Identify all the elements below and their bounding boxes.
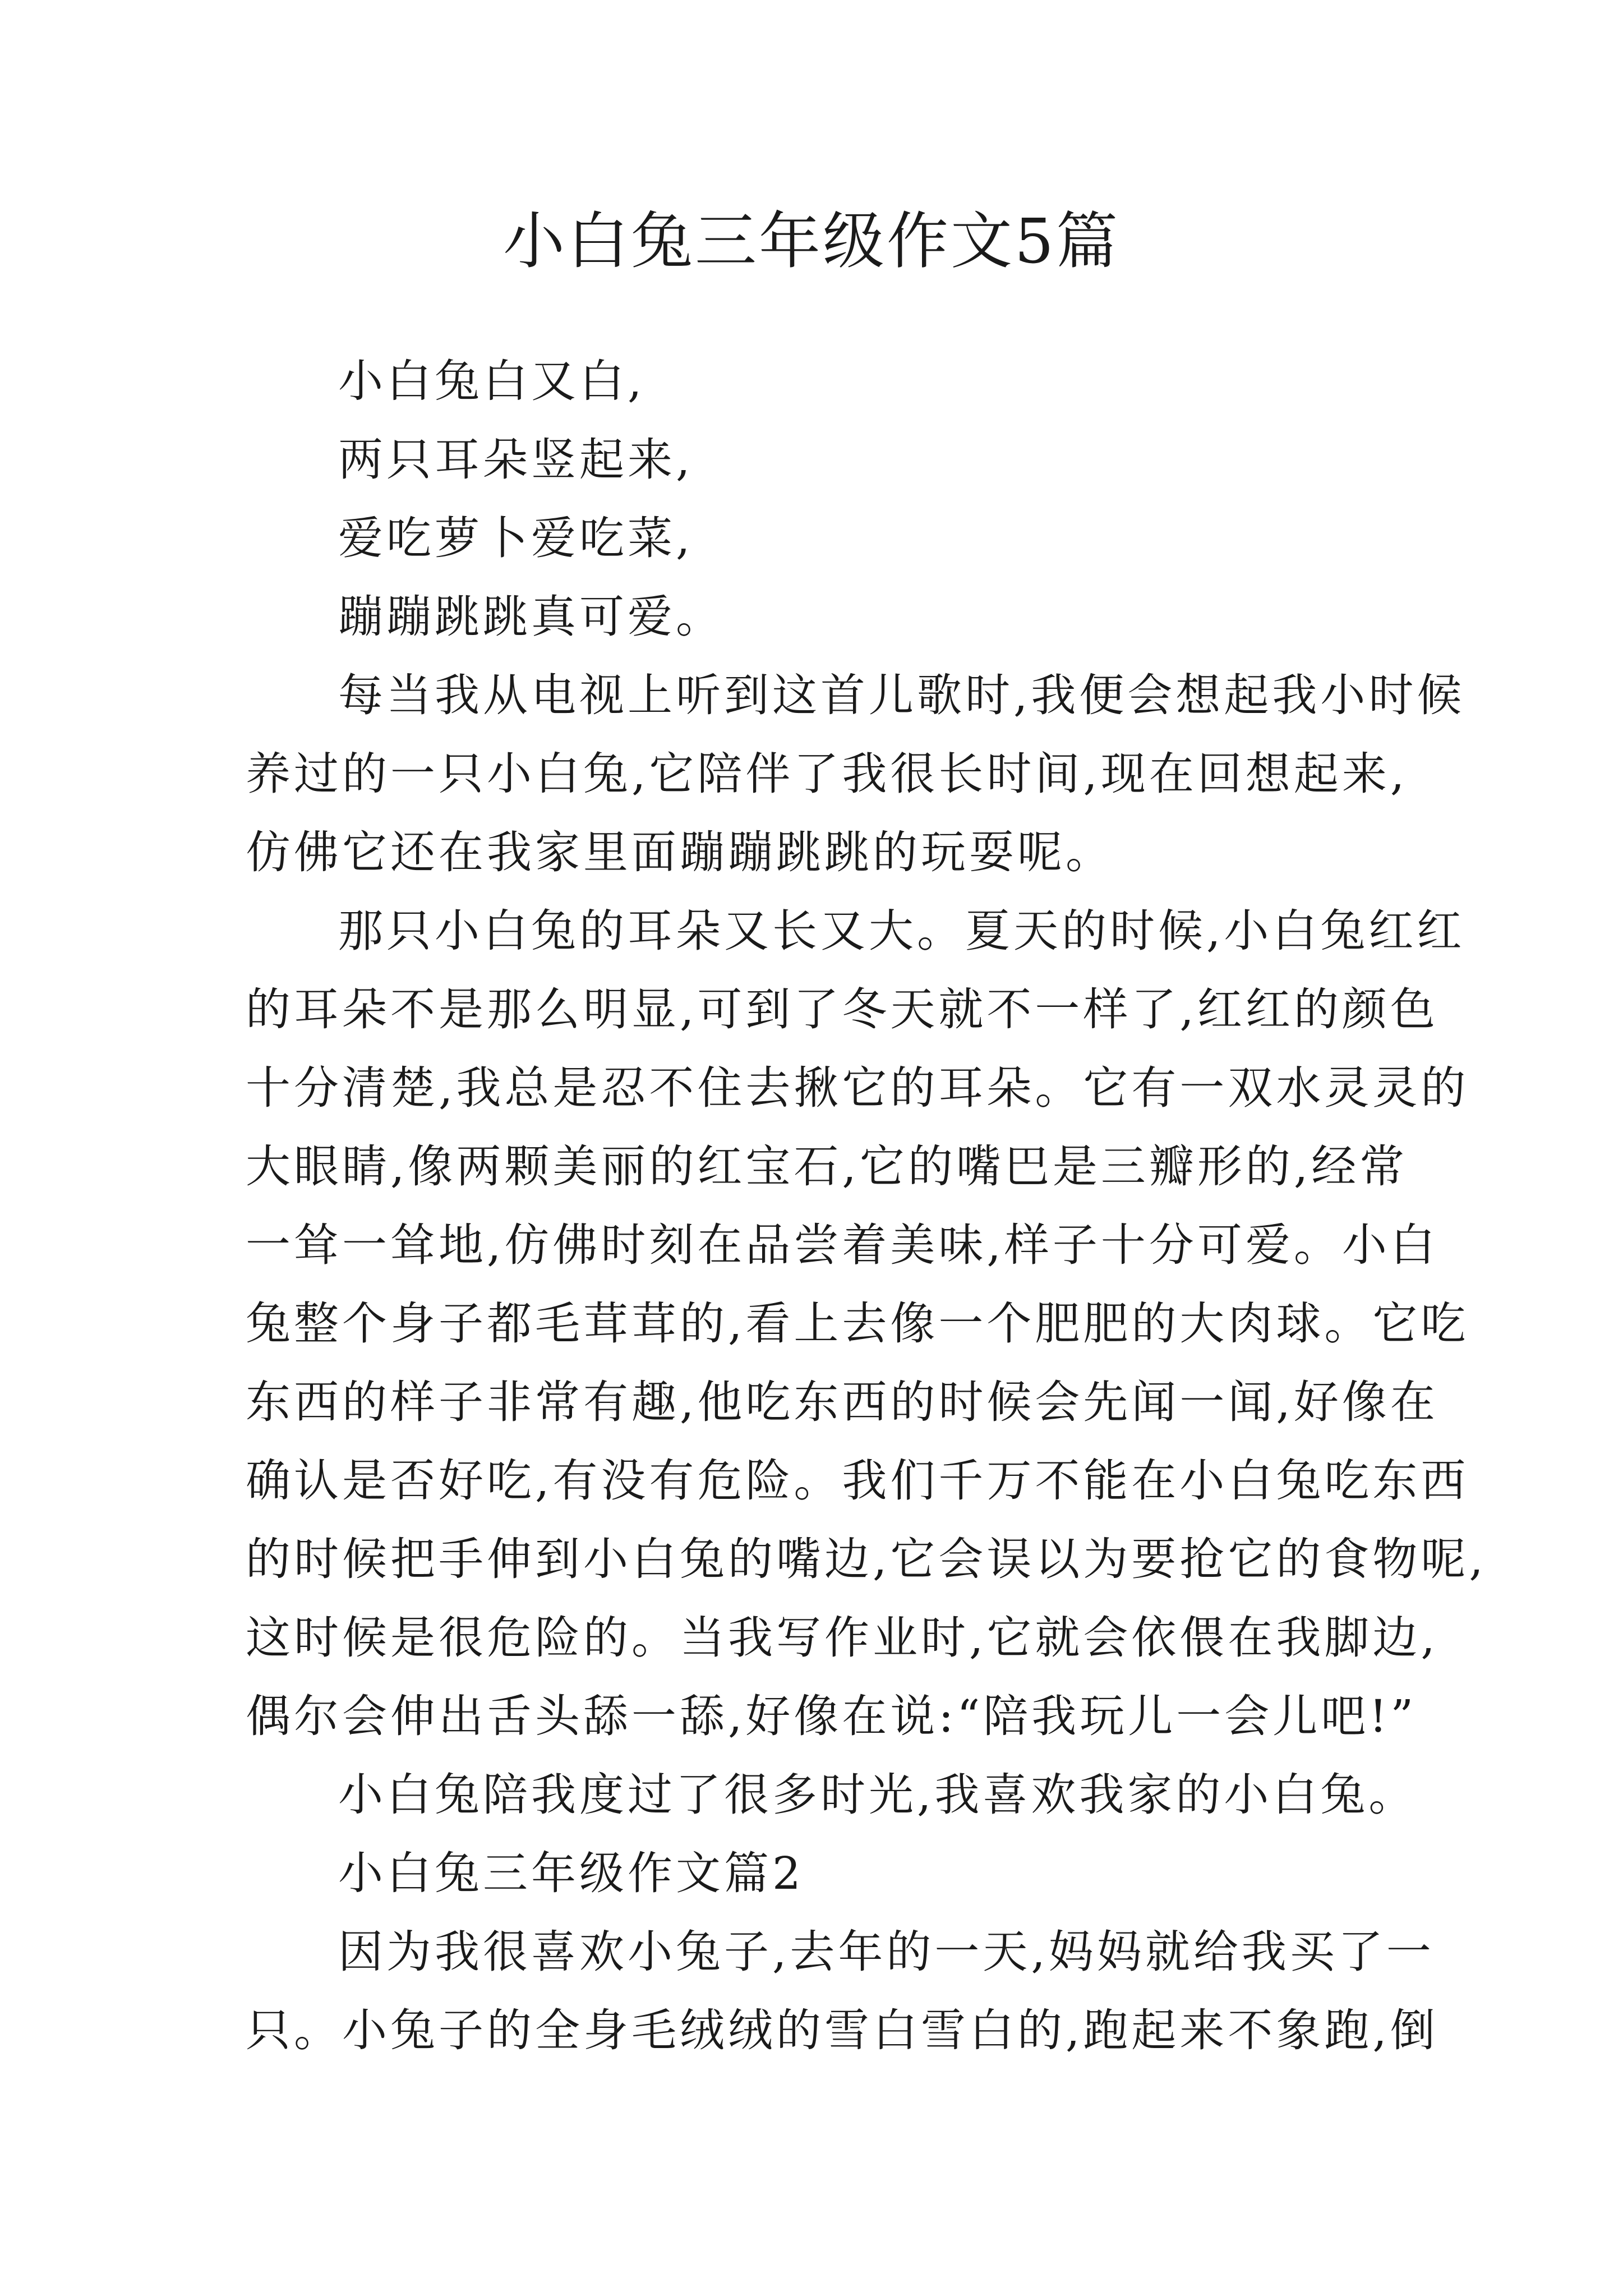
document-body: [246, 342, 1487, 2070]
poem-line: 蹦蹦跳跳真可爱。: [338, 591, 724, 643]
paragraph-line: 大眼睛,像两颗美丽的红宝石,它的嘴巴是三瓣形的,经常: [246, 1140, 1408, 1193]
paragraph-line: 小白兔陪我度过了很多时光,我喜欢我家的小白兔。: [338, 1769, 1417, 1821]
paragraph-line: 那只小白兔的耳朵又长又大。夏天的时候,小白兔红红: [338, 905, 1465, 957]
paragraph-line: 的耳朵不是那么明显,可到了冬天就不一样了,红红的颜色: [246, 983, 1438, 1036]
paragraph-line: 偶尔会伸出舌头舔一舔,好像在说:“陪我玩儿一会儿吧!”: [246, 1690, 1417, 1742]
paragraph-line: 十分清楚,我总是忍不住去揪它的耳朵。它有一双水灵灵的: [246, 1062, 1469, 1114]
document-title: 小白兔三年级作文5篇: [503, 205, 1120, 277]
paragraph-line: 养过的一只小白兔,它陪伴了我很长时间,现在回想起来,: [246, 748, 1408, 800]
paragraph-line: 东西的样子非常有趣,他吃东西的时候会先闻一闻,好像在: [246, 1376, 1438, 1428]
paragraph-line: 确认是否好吃,有没有危险。我们千万不能在小白兔吃东西: [246, 1455, 1469, 1507]
paragraph-line: 的时候把手伸到小白兔的嘴边,它会误以为要抢它的食物呢,: [246, 1533, 1487, 1585]
paragraph-line: 仿佛它还在我家里面蹦蹦跳跳的玩耍呢。: [246, 826, 1114, 878]
paragraph-line: 每当我从电视上听到这首儿歌时,我便会想起我小时候: [338, 669, 1465, 721]
paragraph-line: 这时候是很危险的。当我写作业时,它就会依偎在我脚边,: [246, 1612, 1438, 1664]
paragraph-line: 因为我很喜欢小兔子,去年的一天,妈妈就给我买了一: [338, 1926, 1435, 1978]
poem-line: 爱吃萝卜爱吃菜,: [338, 512, 694, 564]
poem-line: 两只耳朵竖起来,: [338, 434, 694, 486]
paragraph-line: 一耸一耸地,仿佛时刻在品尝着美味,样子十分可爱。小白: [246, 1219, 1438, 1271]
paragraph-line: 兔整个身子都毛茸茸的,看上去像一个肥肥的大肉球。它吃: [246, 1297, 1469, 1350]
section-heading: 小白兔三年级作文篇2: [338, 1847, 804, 1899]
poem-line: 小白兔白又白,: [338, 355, 645, 407]
paragraph-line: 只。小兔子的全身毛绒绒的雪白雪白的,跑起来不象跑,倒: [246, 2004, 1438, 2056]
